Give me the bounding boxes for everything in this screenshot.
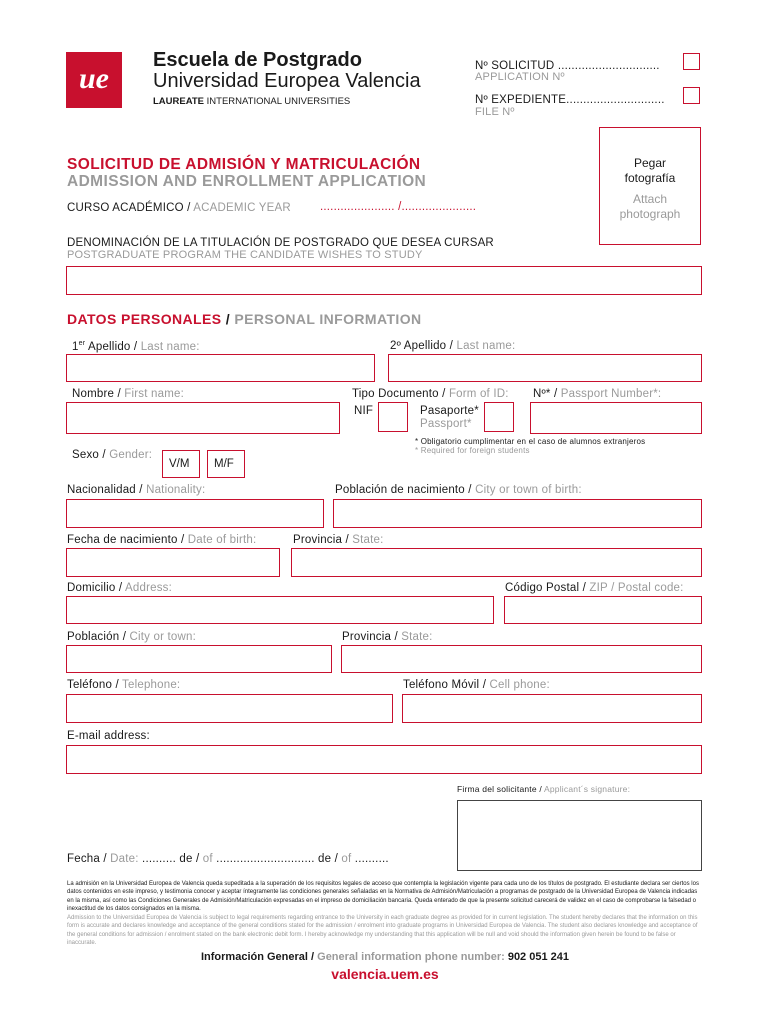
info-en: General information phone number: — [314, 951, 505, 963]
apellido1-num: 1 — [72, 340, 79, 353]
expediente-box[interactable] — [683, 87, 700, 104]
fecha-nac-en: Date of birth: — [184, 534, 257, 546]
apellido2-en: Last name: — [453, 340, 516, 352]
expediente-label: Nº EXPEDIENTE............................. — [475, 94, 665, 106]
fecha-line[interactable] — [67, 853, 389, 865]
expediente-label-en: FILE Nº — [475, 106, 515, 118]
nacionalidad-label — [67, 484, 205, 496]
cp-es: Código Postal / — [505, 582, 586, 594]
cp-field[interactable] — [504, 596, 702, 624]
email-label: E-mail address: — [67, 730, 150, 742]
provincia2-es: Provincia / — [342, 631, 398, 643]
poblacion-en: City or town: — [126, 631, 197, 643]
apellido1-sup: er — [78, 340, 86, 347]
program-label-en: POSTGRADUATE PROGRAM THE CANDIDATE WISHES TO STUDY — [67, 249, 423, 261]
movil-field[interactable] — [402, 694, 702, 723]
nombre-es: Nombre / — [72, 388, 121, 400]
fecha-es: Fecha / — [67, 853, 107, 865]
apellido2-field[interactable] — [388, 354, 702, 382]
domicilio-field[interactable] — [66, 596, 494, 624]
gender-mf-en: F — [226, 458, 234, 470]
personal-heading-es: DATOS PERSONALES — [67, 311, 222, 327]
ue-logo — [66, 52, 122, 108]
website-url[interactable]: valencia.uem.es — [331, 966, 439, 982]
photo-label-en-2: photograph — [619, 207, 681, 221]
info-line — [0, 951, 770, 963]
photo-label-en-1: Attach — [632, 192, 668, 206]
provincia2-field[interactable] — [341, 645, 702, 673]
solicitud-label-en: APPLICATION Nº — [475, 71, 565, 83]
school-name: Escuela de Postgrado — [153, 49, 362, 71]
pasaporte-label-en: Passport* — [420, 418, 472, 430]
apellido1-es: Apellido / — [85, 340, 138, 353]
laureate-bold: LAUREATE — [153, 96, 205, 107]
tipo-doc-label — [352, 388, 509, 400]
solicitud-label: Nº SOLICITUD .............................. — [475, 60, 660, 72]
apellido1-en: Last name: — [137, 340, 200, 353]
personal-heading — [67, 311, 422, 327]
info-phone: 902 051 241 — [504, 951, 569, 963]
foreign-note-en: * Required for foreign students — [415, 446, 530, 455]
curso-label-en: ACADEMIC YEAR — [190, 202, 291, 214]
passport-number-field[interactable] — [530, 402, 702, 434]
title-es: SOLICITUD DE ADMISIÓN Y MATRICULACIÓN — [67, 156, 421, 173]
fecha-nac-es: Fecha de nacimiento / — [67, 534, 185, 546]
poblacion-field[interactable] — [66, 645, 332, 673]
telefono-es: Teléfono / — [67, 679, 119, 691]
sexo-es: Sexo / — [72, 449, 106, 461]
signature-box[interactable] — [457, 800, 702, 871]
laureate-line — [153, 96, 350, 107]
sexo-label — [72, 449, 152, 461]
tipo-doc-es: Tipo Documento / — [352, 388, 446, 400]
curso-dots[interactable]: ...................... /...................... — [320, 201, 477, 213]
fecha-dots-1: .......... de / — [138, 853, 200, 865]
domicilio-label — [67, 582, 172, 594]
poblacion-nac-label — [335, 484, 582, 496]
apellido1-label — [72, 340, 200, 353]
cp-label — [505, 582, 684, 594]
legal-text-es: La admisión en la Universidad Europea de Valencia queda supeditada a la superación de los requisitos legales de acceso que contempla la legislación vigente para cada uno de los títulos de postgrado. El estudiante declara ser ciertos los datos contenidos en este impreso, y testimonia conocer y aceptar íntegramente las condiciones generales señaladas en la Normativa de Admisión/Matriculación a programas de postgrado de la Universidad Europea de Valencia indicadas en la misma, así como las Condiciones Generales de Admisión/Matriculación expresadas en el impreso de domiciliación bancaria. Queda enterado de que la presente solicitud carecerá de validez en el caso de comprobarse la falsedad o inexactitud de los datos consignados en la misma. — [67, 881, 699, 912]
poblacion-label — [67, 631, 196, 643]
apellido1-field[interactable] — [66, 354, 375, 382]
gender-mf-es: M/ — [214, 458, 227, 470]
numero-es: Nº* / — [533, 388, 558, 400]
curso-label — [67, 202, 291, 214]
gender-vm-es: V/ — [169, 458, 180, 470]
nombre-en: First name: — [120, 388, 185, 400]
pasaporte-label-es: Pasaporte* — [420, 405, 479, 417]
program-field[interactable] — [66, 266, 702, 295]
telefono-label — [67, 679, 180, 691]
fecha-of-2: of — [338, 853, 352, 865]
nombre-field[interactable] — [66, 402, 340, 434]
numero-label — [533, 388, 661, 400]
gender-vm-en: M — [179, 458, 190, 470]
signature-en: Applicant´s signature: — [541, 784, 631, 794]
signature-label — [457, 784, 630, 794]
provincia1-label — [293, 534, 384, 546]
signature-es: Firma del solicitante / — [457, 784, 542, 794]
fecha-dots-3: .......... — [351, 853, 389, 865]
photo-label-es-1: Pegar — [633, 156, 667, 170]
telefono-en: Telephone: — [118, 679, 181, 691]
provincia2-en: State: — [397, 631, 433, 643]
nombre-label — [72, 388, 184, 400]
program-label-es: DENOMINACIÓN DE LA TITULACIÓN DE POSTGRADO QUE DESEA CURSAR — [67, 237, 494, 249]
university-name: Universidad Europea Valencia — [153, 70, 421, 92]
nif-checkbox[interactable] — [378, 402, 408, 432]
provincia1-en: State: — [348, 534, 384, 546]
solicitud-box[interactable] — [683, 53, 700, 70]
provincia1-field[interactable] — [291, 548, 702, 577]
nacionalidad-field[interactable] — [66, 499, 324, 528]
provincia1-es: Provincia / — [293, 534, 349, 546]
domicilio-en: Address: — [122, 582, 172, 594]
nif-label: NIF — [354, 405, 374, 417]
poblacion-nac-en: City or town of birth: — [471, 484, 582, 496]
fecha-en: Date: — [106, 853, 139, 865]
photo-label-es-2: fotografía — [624, 171, 676, 185]
poblacion-nac-es: Población de nacimiento / — [335, 484, 472, 496]
info-es: Información General / — [200, 951, 315, 963]
cp-en: ZIP / Postal code: — [586, 582, 684, 594]
gender-mf-checkbox[interactable] — [207, 450, 245, 478]
legal-text-en: Admission to the Universidad Europea de Valencia is subject to legal requirements regarding entrance to the University in each graduate degree as provided for in current legislation. The student hereby declares that the information on this form is accurate and declares knowledge and acceptance of the general conditions stated for the admission / enrolment into graduate programs in Universidad Europea de Valencia. The student also declares knowledge and acceptance of the general conditions for admission / enrolment stated on the bank electronic debit form. I hereby acknowledge my understanding that this application will be null and void should the information given herein be found to be false or inaccurate. — [67, 915, 698, 946]
apellido2-es: 2º Apellido / — [390, 340, 454, 352]
laureate-rest: INTERNATIONAL UNIVERSITIES — [204, 96, 351, 107]
movil-label — [403, 679, 550, 691]
poblacion-nac-field[interactable] — [333, 499, 702, 528]
title-en: ADMISSION AND ENROLLMENT APPLICATION — [67, 173, 427, 190]
gender-vm-label — [169, 458, 189, 470]
gender-vm-checkbox[interactable] — [162, 450, 200, 478]
sexo-en: Gender: — [105, 449, 153, 461]
personal-heading-sep: / — [221, 311, 235, 327]
pasaporte-checkbox[interactable] — [484, 402, 514, 432]
email-field[interactable] — [66, 745, 702, 774]
curso-label-es: CURSO ACADÉMICO / — [67, 202, 191, 214]
ue-logo-text: ue — [79, 62, 109, 95]
nacionalidad-en: Nationality: — [142, 484, 206, 496]
numero-en: Passport Number*: — [557, 388, 662, 400]
poblacion-es: Población / — [67, 631, 127, 643]
fecha-nac-field[interactable] — [66, 548, 280, 577]
provincia2-label — [342, 631, 433, 643]
fecha-nac-label — [67, 534, 256, 546]
apellido2-label — [390, 340, 515, 352]
foreign-note-es: * Obligatorio cumplimentar en el caso de alumnos extranjeros — [415, 437, 646, 446]
movil-en: Cell phone: — [486, 679, 550, 691]
fecha-dots-2: ............................. de / — [212, 853, 339, 865]
telefono-field[interactable] — [66, 694, 393, 723]
personal-heading-en: PERSONAL INFORMATION — [234, 311, 422, 327]
nacionalidad-es: Nacionalidad / — [67, 484, 143, 496]
movil-es: Teléfono Móvil / — [403, 679, 487, 691]
tipo-doc-en: Form of ID: — [445, 388, 509, 400]
gender-mf-label — [214, 458, 234, 470]
domicilio-es: Domicilio / — [67, 582, 123, 594]
fecha-of-1: of — [199, 853, 213, 865]
photo-box[interactable] — [599, 127, 701, 245]
